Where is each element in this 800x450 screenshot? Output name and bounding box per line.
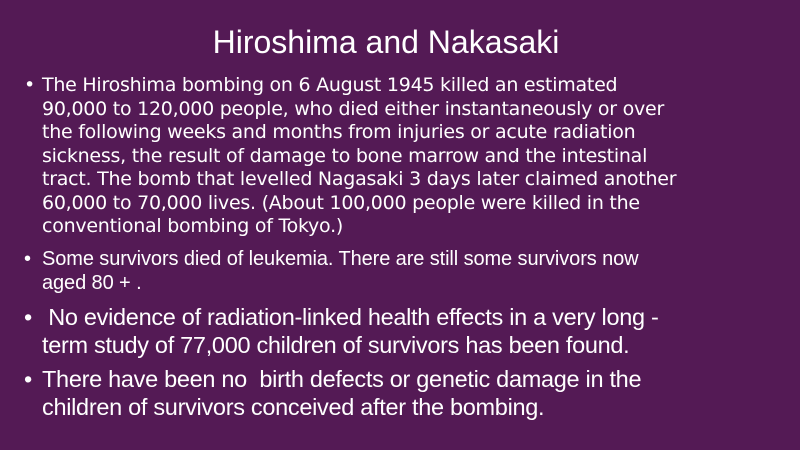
bullet-text-line: the following weeks and months from injuries or acute radiation: [42, 121, 636, 143]
bullet-text-line: term study of 77,000 children of survivors has been found.: [42, 331, 630, 358]
bullet-text-line: sickness, the result of damage to bone marrow and the intestinal: [42, 144, 648, 167]
bullet-text-line: children of survivors conceived after the bombing.: [42, 393, 545, 420]
bullet-icon: •: [24, 74, 35, 96]
bullet-text-line: Some survivors died of leukemia. There are still some survivors now: [42, 247, 639, 270]
bullet-list: [24, 74, 784, 421]
bullet-text-line: 90,000 to 120,000 people, who died either instantaneously or over: [42, 97, 665, 120]
bullet-text-line: The Hiroshima bombing on 6 August 1945 killed an estimated: [42, 74, 618, 96]
bullet-text-line: conventional bombing of Tokyo.): [42, 215, 344, 237]
slide-title: Hiroshima and Nakasaki: [212, 24, 560, 60]
bullet-icon: •: [24, 365, 32, 392]
bullet-icon: •: [24, 303, 32, 330]
bullet-text-line: aged 80 + .: [42, 271, 142, 294]
bullet-text-line: No evidence of radiation-linked health effects in a very long -: [42, 303, 659, 330]
bullet-text-line: There have been no birth defects or genetic damage in the: [42, 365, 642, 392]
bullet-item-hiroshima-bombing: [24, 74, 784, 239]
bullet-item-no-birth-defects: [24, 365, 784, 421]
bullet-text-line: 60,000 to 70,000 lives. (About 100,000 people were killed in the: [42, 191, 640, 214]
bullet-item-no-health-effects: [24, 303, 784, 359]
bullet-item-survivors-leukemia: [24, 247, 784, 295]
bullet-text-line: tract. The bomb that levelled Nagasaki 3 days later claimed another: [42, 168, 677, 190]
bullet-icon: •: [24, 247, 31, 270]
